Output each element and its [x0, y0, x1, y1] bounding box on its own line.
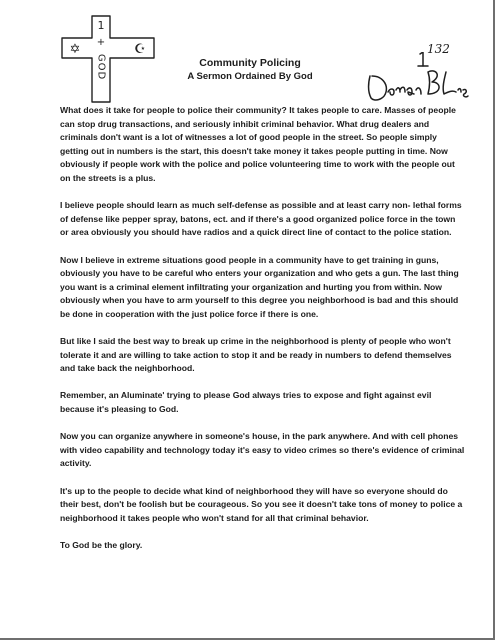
- body-paragraph: Now I believe in extreme situations good people in a community have to get training in guns, obviously you have to be careful who enters your organization and who gets a gun. The last thing you want is a criminal element infiltrating your organization and hurting you from within. Now obviously when you have to arm yourself to this degree you neighborhood is bad and this should be done in cooperation with the just police force if there is one.: [60, 254, 459, 319]
- closing-line: To God be the glory.: [60, 540, 143, 550]
- body-paragraph: But like I said the best way to break up crime in the neighborhood is plenty of people who won't tolerate it and are willing to take action to stop it and be ready in numbers to defend themselves and take back the neighborhood.: [60, 336, 452, 374]
- sermon-header: [150, 56, 350, 84]
- page-number: 132: [427, 42, 450, 56]
- cross-god-text: GOD: [95, 53, 107, 81]
- cross-number-text: 1: [97, 19, 105, 32]
- crescent-icon: ☪: [134, 42, 146, 57]
- cross-plus-text: +: [96, 37, 106, 48]
- star-of-david-icon: ✡: [69, 42, 81, 57]
- cross-logo-icon: [58, 12, 164, 104]
- body-paragraph: It's up to the people to decide what kind of neighborhood they will have so everyone should do their best, don't be foolish but be courageous. So you see it doesn't take tons of money to police a neighborhood it takes people who won't stand for all that criminal behavior.: [60, 485, 463, 523]
- handwritten-signature: [362, 52, 470, 106]
- body-paragraph: What does it take for people to police their community? It takes people to care. Masses of people can stop drug transactions, and seriously inhibit criminal behavior. What drug dealers and criminals don't want is a lot of witnesses a lot of good people in the street. So people simply getting out in numbers is the start, this doesn't take money it takes people putting in time. Now obviously if people work with the police and police volunteering time to work with the people out on the streets is a plus.: [60, 105, 456, 183]
- page-subtitle: A Sermon Ordained By God: [187, 71, 313, 82]
- body-paragraph: Remember, an Aluminate' trying to please God always tries to expose and fight against evil because it's pleasing to God.: [60, 390, 432, 415]
- page-title: Community Policing: [199, 57, 301, 69]
- body-paragraph: Now you can organize anywhere in someone's house, in the park anywhere. And with cell phones with video capability and technology today it's easy to video crimes so there's evidence of criminal activity.: [60, 431, 465, 469]
- body-paragraph: I believe people should learn as much self-defense as possible and at least carry non- lethal forms of defense like pepper spray, batons, ect. and if there's a good organized police force in the town or area obviously you should have radios and a quick direct line of contact to the police station.: [60, 200, 462, 238]
- sermon-body: [60, 104, 466, 566]
